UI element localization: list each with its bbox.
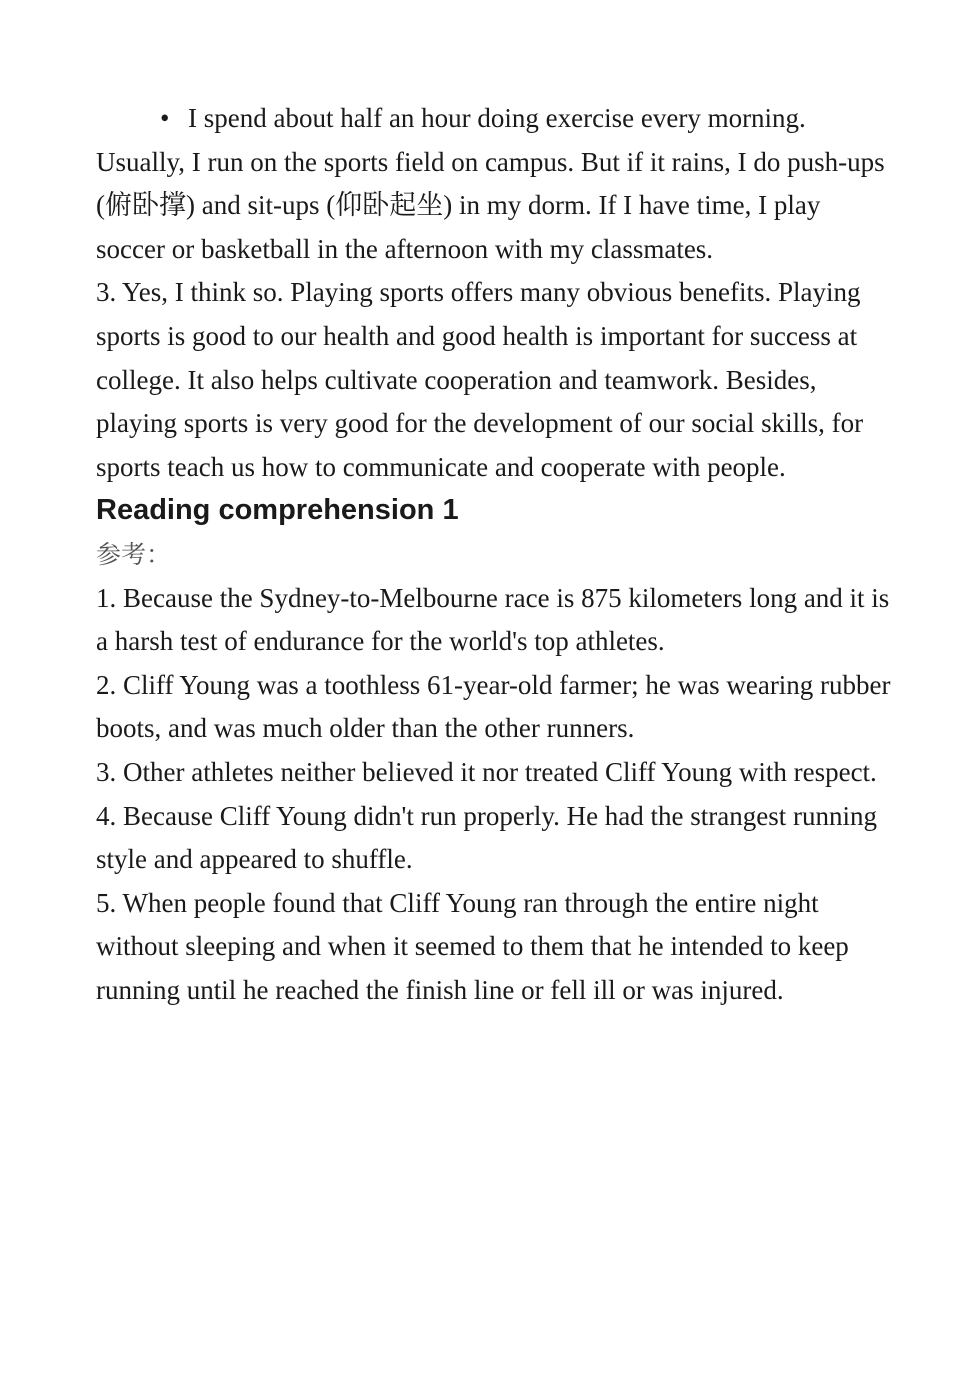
bullet-icon: •	[160, 103, 170, 133]
document-page	[96, 97, 896, 1012]
answer-item-4: 4. Because Cliff Young didn't run properly. He had the strangest running style and appeared to shuffle.	[96, 800, 877, 875]
answer-item-3: 3. Other athletes neither believed it nor treated Cliff Young with respect.	[96, 756, 877, 787]
bullet-paragraph-text: I spend about half an hour doing exercise every morning. Usually, I run on the sports field on campus. But if it rains, I do push-ups (俯卧撑) and sit-ups (仰卧起坐) in my dorm. If I have time, I play soccer or basketball in the afternoon with my classmates.	[96, 103, 885, 264]
bullet-paragraph	[96, 97, 896, 271]
answer-paragraph-3-previous: 3. Yes, I think so. Playing sports offers many obvious benefits. Playing sports is good to our health and good health is important for success at college. It also helps cultivate cooperation and teamwork. Besides, playing sports is very good for the development of our social skills, for sports teach us how to communicate and cooperate with people.	[96, 277, 864, 482]
answer-item-5: 5. When people found that Cliff Young ran through the entire night without sleeping and when it seemed to them that he intended to keep running until he reached the finish line or fell ill or was injured.	[96, 887, 849, 1005]
answer-item-1: 1. Because the Sydney-to-Melbourne race is 875 kilometers long and it is a harsh test of endurance for the world's top athletes.	[96, 582, 890, 657]
reference-label: 参考：	[96, 539, 172, 569]
answer-item-2: 2. Cliff Young was a toothless 61-year-old farmer; he was wearing rubber boots, and was much older than the other runners.	[96, 669, 891, 744]
section-heading: Reading comprehension 1	[96, 494, 459, 527]
